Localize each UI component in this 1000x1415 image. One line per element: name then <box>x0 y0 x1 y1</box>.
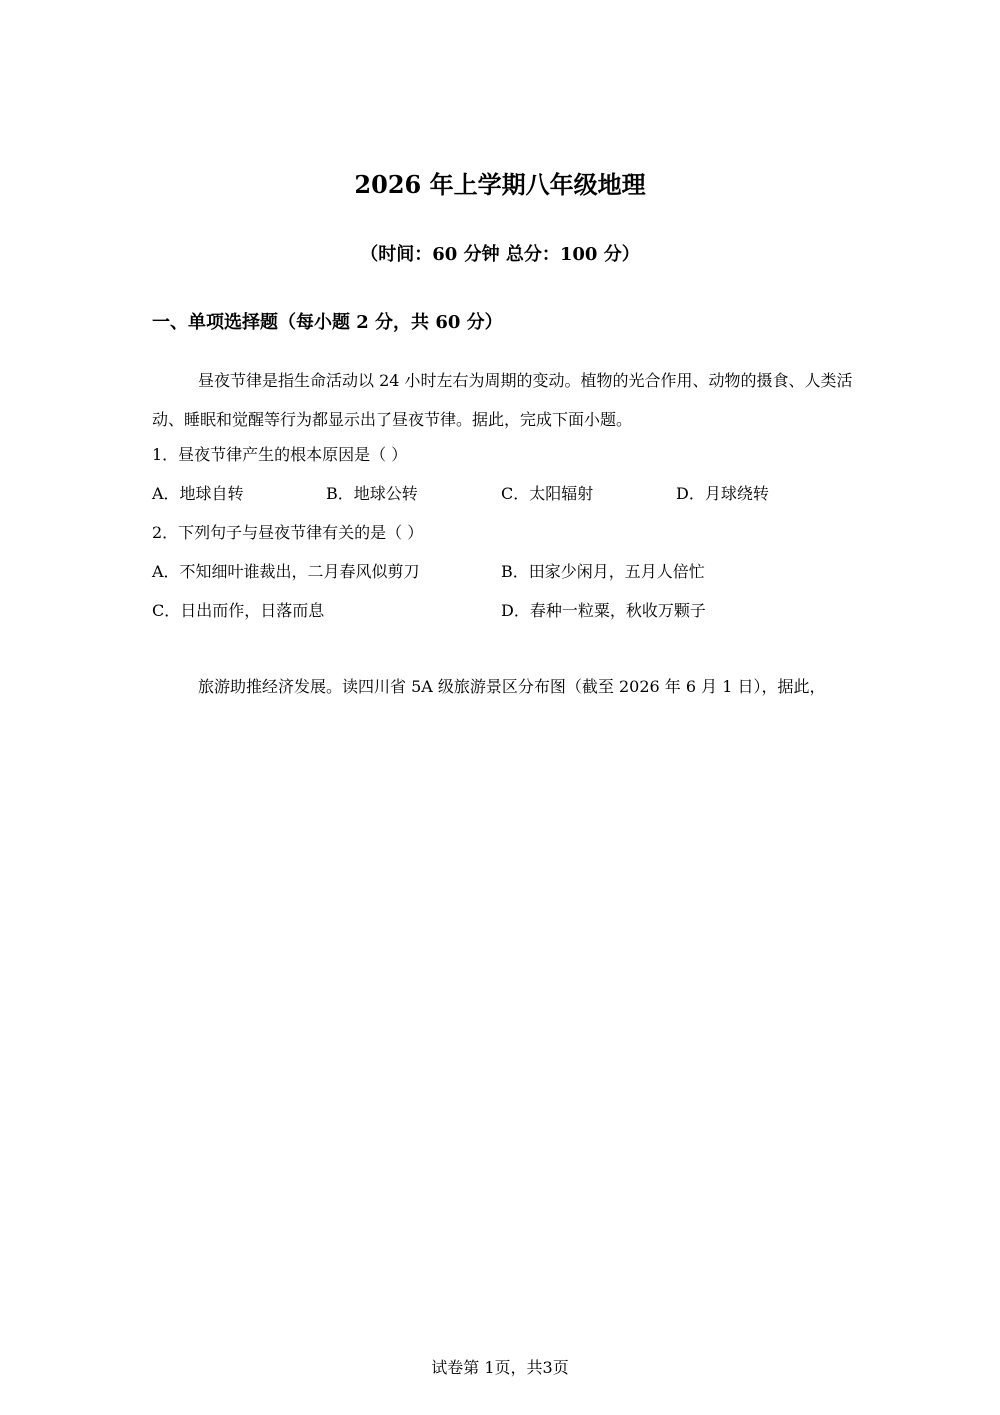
question-2-option-a: A．不知细叶谁裁出，二月春风似剪刀 <box>152 562 420 581</box>
question-1-option-b: B．地球公转 <box>326 484 418 503</box>
passage-circadian: 昼夜节律是指生命活动以 24 小时左右为周期的变动。植物的光合作用、动物的摄食、人类活动、睡眠和觉醒等行为都显示出了昼夜节律。据此，完成下面小题。 <box>152 371 853 429</box>
question-2-option-c: C．日出而作，日落而息 <box>152 601 325 620</box>
question-1-option-d: D．月球绕转 <box>676 484 769 503</box>
passage-tourism: 旅游助推经济发展。读四川省 5A 级旅游景区分布图（截至 2026 年 6 月 1 日），据此， <box>198 677 826 696</box>
question-2-stem: 2．下列句子与昼夜节律有关的是（ ） <box>152 523 424 542</box>
question-1-option-c: C．太阳辐射 <box>501 484 594 503</box>
question-1-option-a: A．地球自转 <box>152 484 244 503</box>
page-title: 2026 年上学期八年级地理 <box>354 170 646 199</box>
section-heading: 一、单项选择题（每小题 2 分，共 60 分） <box>152 312 503 333</box>
exam-subtitle: （时间：60 分钟 总分：100 分） <box>360 244 640 265</box>
question-2-option-b: B．田家少闲月，五月人倍忙 <box>501 562 705 581</box>
question-1-stem: 1．昼夜节律产生的根本原因是（ ） <box>152 445 408 464</box>
question-2-option-d: D．春种一粒粟，秋收万颗子 <box>501 601 706 620</box>
page-footer: 试卷第 1页，共3页 <box>431 1358 569 1377</box>
